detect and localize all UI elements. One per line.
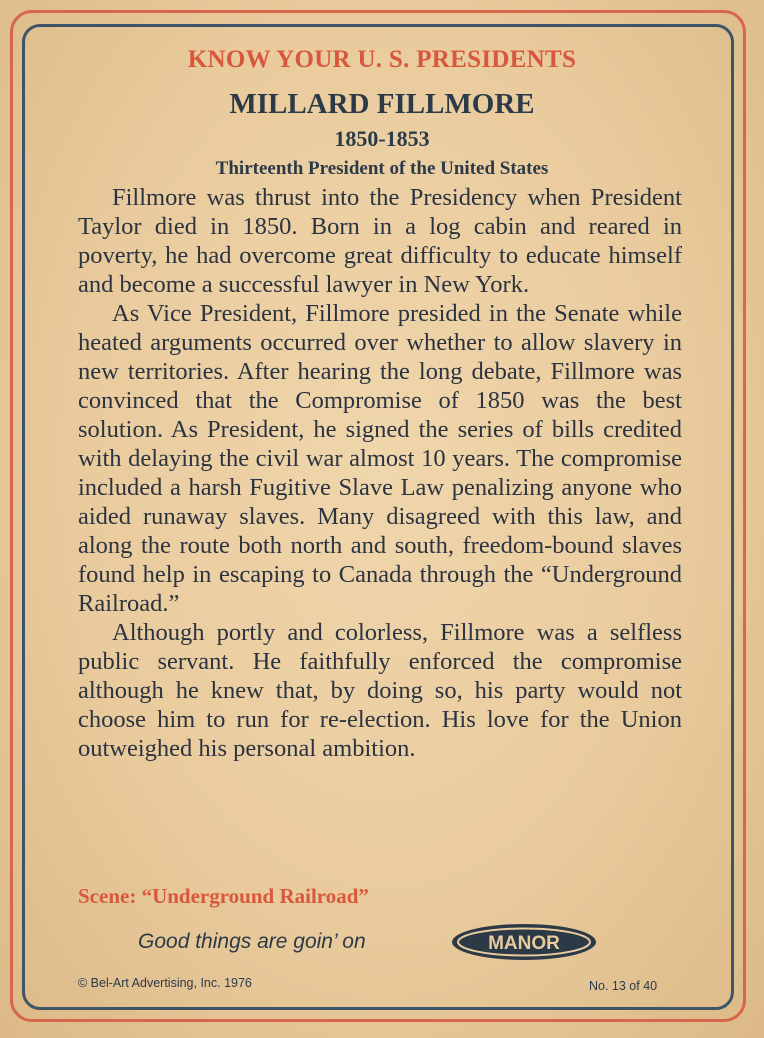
copyright-notice: © Bel-Art Advertising, Inc. 1976 <box>78 976 252 990</box>
biography-paragraph: Fillmore was thrust into the Presidency when President Taylor died in 1850. Born in a log cabin and reared in poverty, he had overcome great difficulty to educate himself and become a successful lawyer in New York. <box>78 184 682 298</box>
biography-paragraph: As Vice President, Fillmore presided in the Senate while heated arguments occurred over whether to allow slavery in new territories. After hearing the long debate, Fillmore was convinced that the Compromise of 1850 was the best solution. As President, he signed the series of bills credited with delaying the civil war almost 10 years. The compromise included a harsh Fugitive Slave Law penalizing anyone who aided runaway slaves. Many disagreed with this law, and along the route both north and south, freedom-bound slaves found help in escaping to Canada through the “Underground Railroad.” <box>78 300 682 617</box>
logo-text: MANOR <box>488 933 560 954</box>
manor-logo <box>450 922 598 962</box>
term-years: 1850-1853 <box>334 126 430 151</box>
card-number: No. 13 of 40 <box>589 979 658 993</box>
biography-text <box>78 183 682 763</box>
president-name: MILLARD FILLMORE <box>229 88 535 120</box>
president-ordinal: Thirteenth President of the United States <box>215 158 549 179</box>
scene-caption: Scene: “Underground Railroad” <box>78 884 369 908</box>
series-title: KNOW YOUR U. S. PRESIDENTS <box>187 46 577 73</box>
biography-paragraph: Although portly and colorless, Fillmore was a selfless public servant. He faithfully enforced the compromise although he knew that, by doing so, his party would not choose him to run for re-election. His love for the Union outweighed his personal ambition. <box>78 619 682 762</box>
slogan: Good things are goin’ on <box>138 930 366 953</box>
